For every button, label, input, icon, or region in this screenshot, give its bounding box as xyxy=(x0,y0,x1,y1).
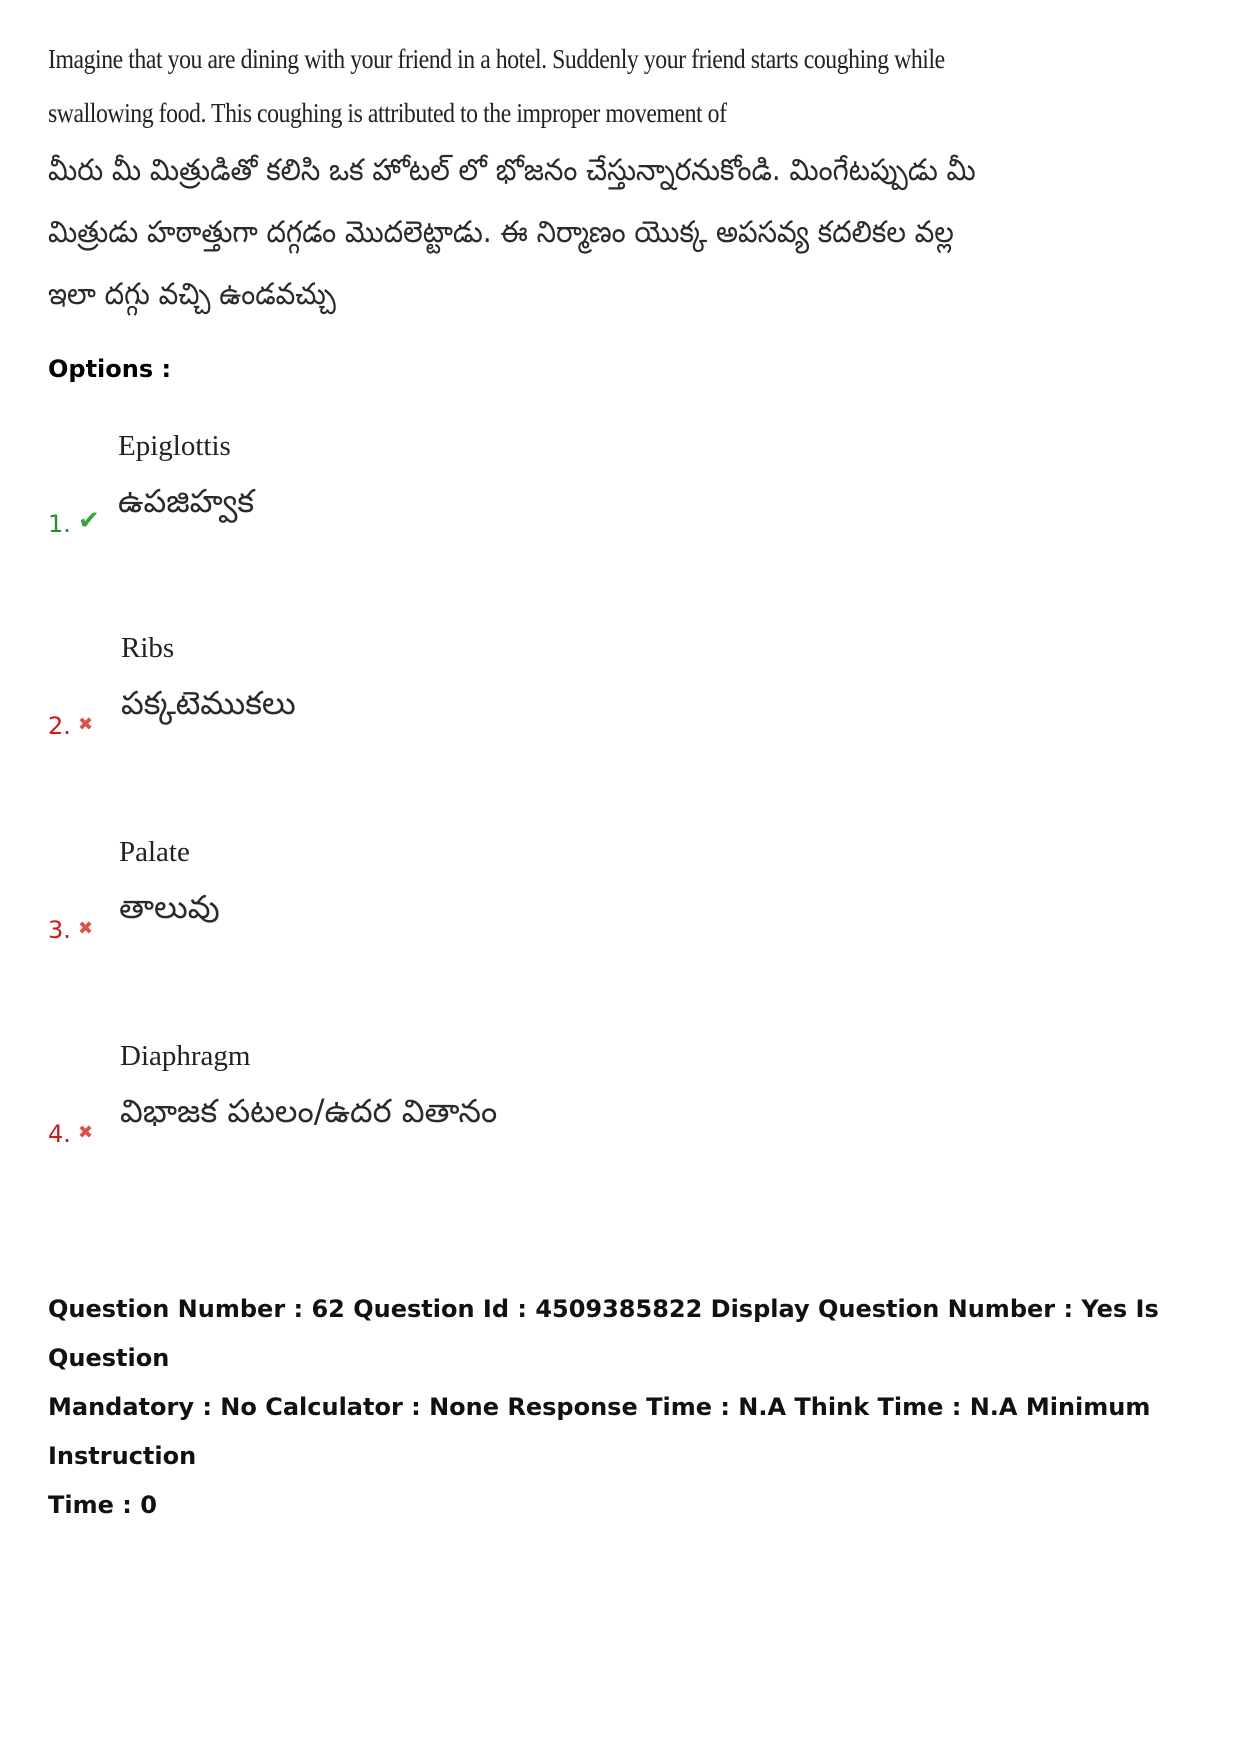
option-3-telugu: తాలువు xyxy=(119,888,220,926)
option-3-english: Palate xyxy=(119,836,190,868)
question-text-english-line-1: Imagine that you are dining with your friend in a hotel. Suddenly your friend starts coughing while xyxy=(48,44,945,74)
cross-icon: ✖ xyxy=(78,714,94,735)
question-text-telugu-line-2: మిత్రుడు హఠాత్తుగా దగ్గడం మొదలెట్టాడు. ఈ నిర్మాణం యొక్క అపసవ్య కదలికల వల్ల xyxy=(48,215,954,250)
option-4-telugu: విభాజక పటలం/ఉదర వితానం xyxy=(120,1092,498,1130)
check-icon: ✔ xyxy=(78,506,100,536)
question-metadata xyxy=(48,1285,1208,1530)
question-metadata-line-1: Question Number : 62 Question Id : 4509385822 Display Question Number : Yes Is Question xyxy=(48,1295,1159,1372)
question-text-english-line-2: swallowing food. This coughing is attributed to the improper movement of xyxy=(48,98,727,128)
question-text-telugu-line-1: మీరు మీ మిత్రుడితో కలిసి ఒక హోటల్ లో భోజనం చేస్తున్నారనుకోండి. మింగేటప్పుడు మీ xyxy=(48,153,976,188)
cross-icon: ✖ xyxy=(78,918,94,939)
option-1-telugu: ఉపజిహ్వక xyxy=(118,482,255,520)
question-metadata-line-2: Mandatory : No Calculator : None Response Time : N.A Think Time : N.A Minimum Instruction xyxy=(48,1393,1151,1470)
option-1-number: 1. xyxy=(48,510,71,538)
option-2-english: Ribs xyxy=(121,632,175,664)
option-4 xyxy=(48,1040,748,1210)
option-3 xyxy=(48,836,748,1006)
option-4-english: Diaphragm xyxy=(120,1040,251,1072)
question-metadata-line-3: Time : 0 xyxy=(48,1491,157,1519)
option-2-telugu: పక్కటెముకలు xyxy=(121,684,296,722)
option-4-number: 4. xyxy=(48,1120,71,1148)
question-image xyxy=(48,32,976,332)
option-1 xyxy=(48,430,748,600)
cross-icon: ✖ xyxy=(78,1122,94,1143)
question-text-telugu-line-3: ఇలా దగ్గు వచ్చి ఉండవచ్చు xyxy=(48,277,336,312)
option-2-number: 2. xyxy=(48,712,71,740)
option-3-number: 3. xyxy=(48,916,71,944)
option-1-english: Epiglottis xyxy=(118,430,231,462)
option-2 xyxy=(48,632,748,802)
options-label: Options : xyxy=(48,355,172,383)
